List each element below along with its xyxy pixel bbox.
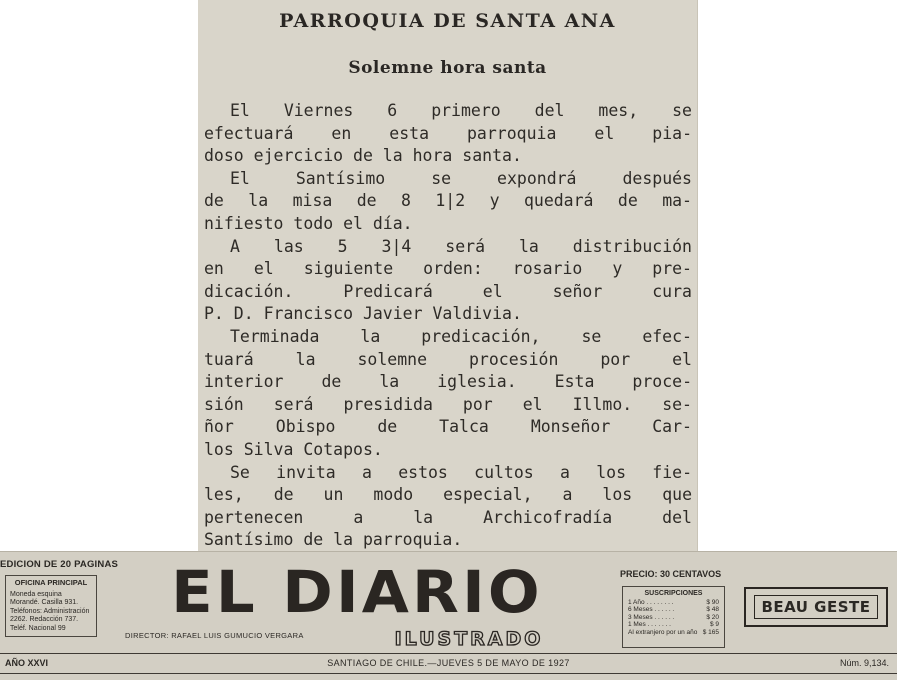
subscription-price: $ 48 (706, 606, 719, 614)
subscription-label: Al extranjero por un año (628, 628, 698, 636)
subscription-price: $ 9 (709, 621, 719, 629)
director-line: DIRECTOR: RAFAEL LUIS GUMUCIO VERGARA (125, 631, 304, 640)
news-clipping (198, 0, 698, 551)
article-line: doso ejercicio de la hora santa. (204, 146, 522, 166)
article-line: sión será presidida por el Illmo. se- (204, 394, 692, 414)
article-line: dicación. Predicará el señor cura (204, 281, 692, 301)
article-line: P. D. Francisco Javier Valdivia. (204, 304, 522, 324)
subscription-label: 1 Año . . . . . . . . (628, 598, 674, 606)
newspaper-logo: EL DIARIO (171, 558, 543, 626)
article-line: Santísimo de la parroquia. (204, 530, 463, 550)
subscription-label: 6 Meses . . . . . . (628, 606, 675, 614)
article-line: Se invita a estos cultos a los fie- (230, 462, 692, 482)
newspaper-masthead (0, 551, 897, 680)
subscription-row (628, 599, 719, 607)
price-label: PRECIO: 30 CENTAVOS (620, 569, 722, 579)
subscription-row (628, 621, 719, 629)
office-title: OFICINA PRINCIPAL (14, 578, 88, 587)
article-line: El Viernes 6 primero del mes, se (230, 101, 692, 120)
subscription-label: 1 Mes . . . . . . . (628, 621, 671, 629)
article-line: los Silva Cotapos. (204, 439, 383, 459)
subscription-row (628, 614, 719, 622)
article-title: PARROQUIA DE SANTA ANA (279, 10, 616, 32)
issue-number: Núm. 9,134. (839, 658, 889, 668)
office-text: Moneda esquina Morandé. Casilla 931. Teléfonos: Administración 2262. Redacción 737. Teléf. Nacional 99 (10, 590, 90, 632)
article-line: Terminada la predicación, se efec- (230, 326, 692, 346)
subscription-label: 3 Meses . . . . . . (628, 613, 675, 621)
newspaper-logo-subtitle: ILUSTRADO (394, 628, 544, 650)
article-body (204, 100, 692, 552)
article-line: nifiesto todo el día. (204, 213, 413, 233)
year-label: AÑO XXVI (5, 658, 49, 668)
subscription-price: $ 165 (702, 628, 719, 636)
subscription-row (628, 629, 719, 637)
subscription-price: $ 90 (706, 598, 719, 606)
article-line: El Santísimo se expondrá después (230, 168, 692, 188)
beau-geste-ad (744, 587, 888, 627)
subscriptions-box (622, 586, 725, 648)
subscription-price: $ 20 (706, 613, 719, 621)
article-line: A las 5 3|4 será la distribución (230, 236, 692, 256)
article-line: efectuará en esta parroquia el pia- (204, 123, 692, 143)
article-line: pertenecen a la Archicofradía del (204, 507, 692, 527)
office-box (5, 575, 97, 637)
subscriptions-title: SUSCRIPCIONES (644, 590, 703, 597)
article-line: en el siguiente orden: rosario y pre- (204, 259, 692, 279)
article-subtitle: Solemne hora santa (348, 58, 547, 78)
dateline: SANTIAGO DE CHILE.—JUEVES 5 DE MAYO DE 1927 (327, 658, 570, 668)
ad-text: BEAU GESTE (754, 595, 877, 619)
article-line: les, de un modo especial, a los que (204, 485, 692, 505)
divider-rule (0, 653, 897, 654)
article-line: de la misa de 8 1|2 y quedará de ma- (204, 191, 692, 211)
edition-label: EDICION DE 20 PAGINAS (0, 559, 119, 570)
divider-rule (0, 673, 897, 674)
article-line: interior de la iglesia. Esta proce- (204, 372, 692, 392)
subscription-row (628, 606, 719, 614)
article-line: tuará la solemne procesión por el (204, 349, 692, 369)
article-line: ñor Obispo de Talca Monseñor Car- (204, 417, 692, 437)
